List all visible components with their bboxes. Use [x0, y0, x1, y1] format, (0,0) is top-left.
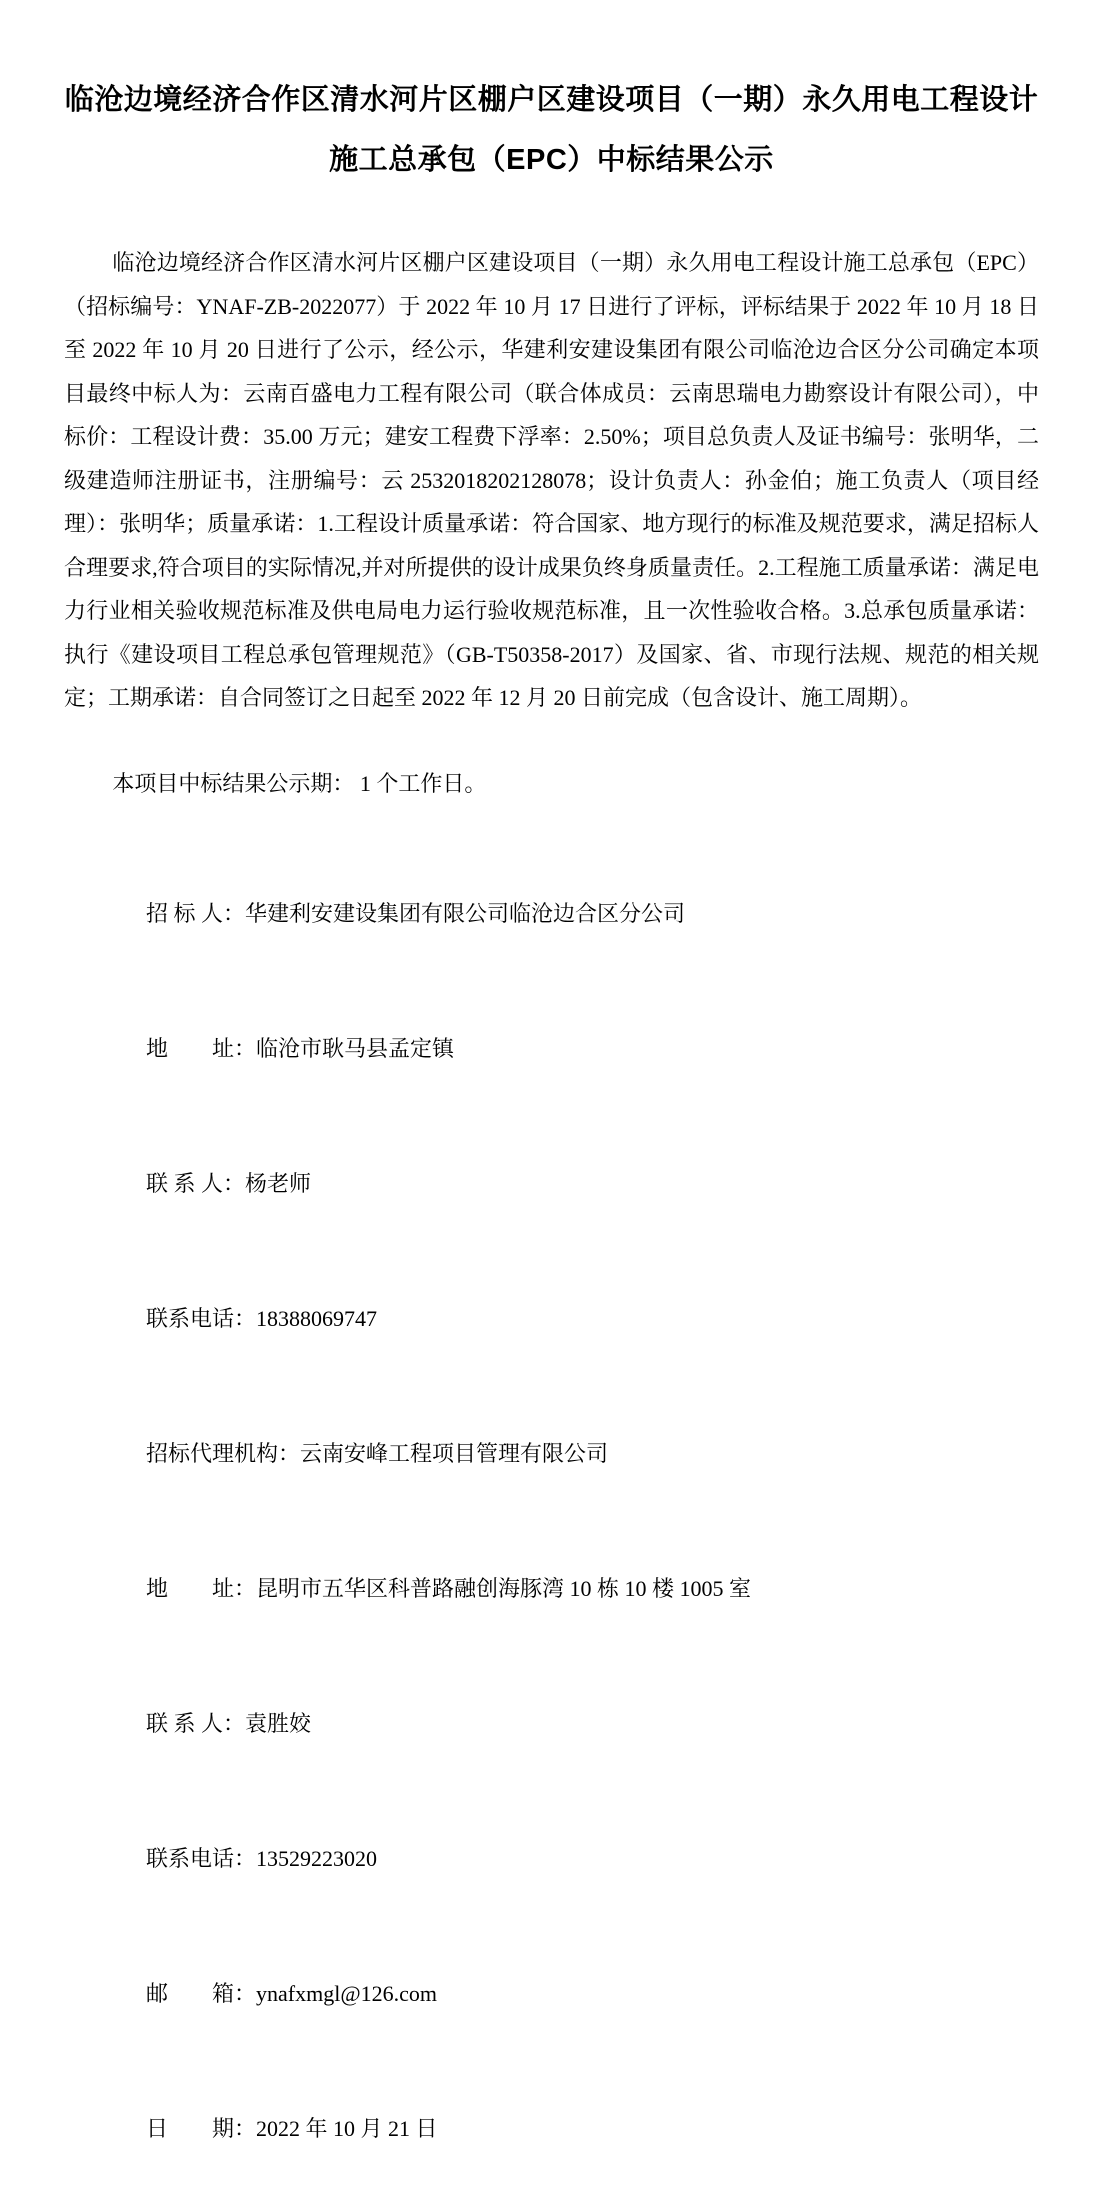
contact-value: 云南安峰工程项目管理有限公司: [300, 1441, 609, 1466]
page-title: [64, 70, 1039, 190]
page-title-line-2: 施工总承包（EPC）中标结果公示: [329, 144, 774, 176]
contact-value: 2022 年 10 月 21 日: [256, 2116, 438, 2141]
contact-label: 招 标 人：: [146, 901, 246, 926]
contact-value: ynafxmgl@126.com: [256, 1981, 437, 2006]
contact-label: 联系电话：: [146, 1306, 257, 1331]
contact-label: 联系电话：: [146, 1846, 257, 1871]
contact-row-tenderer-contact-person: [113, 1116, 1039, 1251]
contact-row-agency: [113, 1386, 1039, 1521]
contact-label: 联 系 人：: [146, 1171, 246, 1196]
page-title-line-1: 临沧边境经济合作区清水河片区棚户区建设项目（一期）永久用电工程设计: [64, 84, 1039, 116]
contact-row-date: [113, 2061, 1039, 2196]
contact-label: 地 址：: [146, 1576, 257, 1601]
contact-row-agency-phone: [113, 1791, 1039, 1926]
announcement-paragraph: 临沧边境经济合作区清水河片区棚户区建设项目（一期）永久用电工程设计施工总承包（EPC）（招标编号：YNAF-ZB-2022077）于 2022 年 10 月 17 日进行了评标，评标结果于 2022 年 10 月 18 日至 2022 年 10 月 20 日进行了公示，经公示，华建利安建设集团有限公司临沧边合区分公司确定本项目最终中标人为：云南百盛电力工程有限公司（联合体成员：云南思瑞电力勘察设计有限公司），中标价：工程设计费：35.00 万元；建安工程费下浮率：2.50%；项目总负责人及证书编号：张明华，二级建造师注册证书，注册编号：云 2532018202128078；设计负责人：孙金伯；施工负责人（项目经理）：张明华；质量承诺：1.工程设计质量承诺：符合国家、地方现行的标准及规范要求，满足招标人合理要求,符合项目的实际情况,并对所提供的设计成果负终身质量责任。2.工程施工质量承诺：满足电力行业相关验收规范标准及供电局电力运行验收规范标准，且一次性验收合格。3.总承包质量承诺：执行《建设项目工程总承包管理规范》（GB-T50358-2017）及国家、省、市现行法规、规范的相关规定；工期承诺：自合同签订之日起至 2022 年 12 月 20 日前完成（包含设计、施工周期）。: [64, 250, 1039, 710]
contact-label: 招标代理机构：: [146, 1441, 301, 1466]
contact-value: 临沧市耿马县孟定镇: [256, 1036, 455, 1061]
contact-row-tenderer-phone: [113, 1251, 1039, 1386]
contact-row-email: [113, 1926, 1039, 2061]
contact-value: 袁胜姣: [245, 1711, 312, 1736]
publicity-period-line: 本项目中标结果公示期： 1 个工作日。: [112, 770, 487, 796]
contact-list: [64, 846, 1039, 2196]
contact-value: 华建利安建设集团有限公司临沧边合区分公司: [245, 901, 686, 926]
contact-row-agency-contact-person: [113, 1656, 1039, 1791]
contact-label: 地 址：: [146, 1036, 257, 1061]
contact-value: 18388069747: [256, 1306, 378, 1331]
contact-label: 联 系 人：: [146, 1711, 246, 1736]
contact-value: 13529223020: [256, 1846, 378, 1871]
contact-row-agency-address: [113, 1521, 1039, 1656]
contact-label: 邮 箱：: [146, 1981, 257, 2006]
contact-row-tenderer: [113, 846, 1039, 981]
contact-label: 日 期：: [146, 2116, 257, 2141]
contact-row-tenderer-address: [113, 981, 1039, 1116]
contact-value: 昆明市五华区科普路融创海豚湾 10 栋 10 楼 1005 室: [256, 1576, 752, 1601]
contact-value: 杨老师: [245, 1171, 312, 1196]
